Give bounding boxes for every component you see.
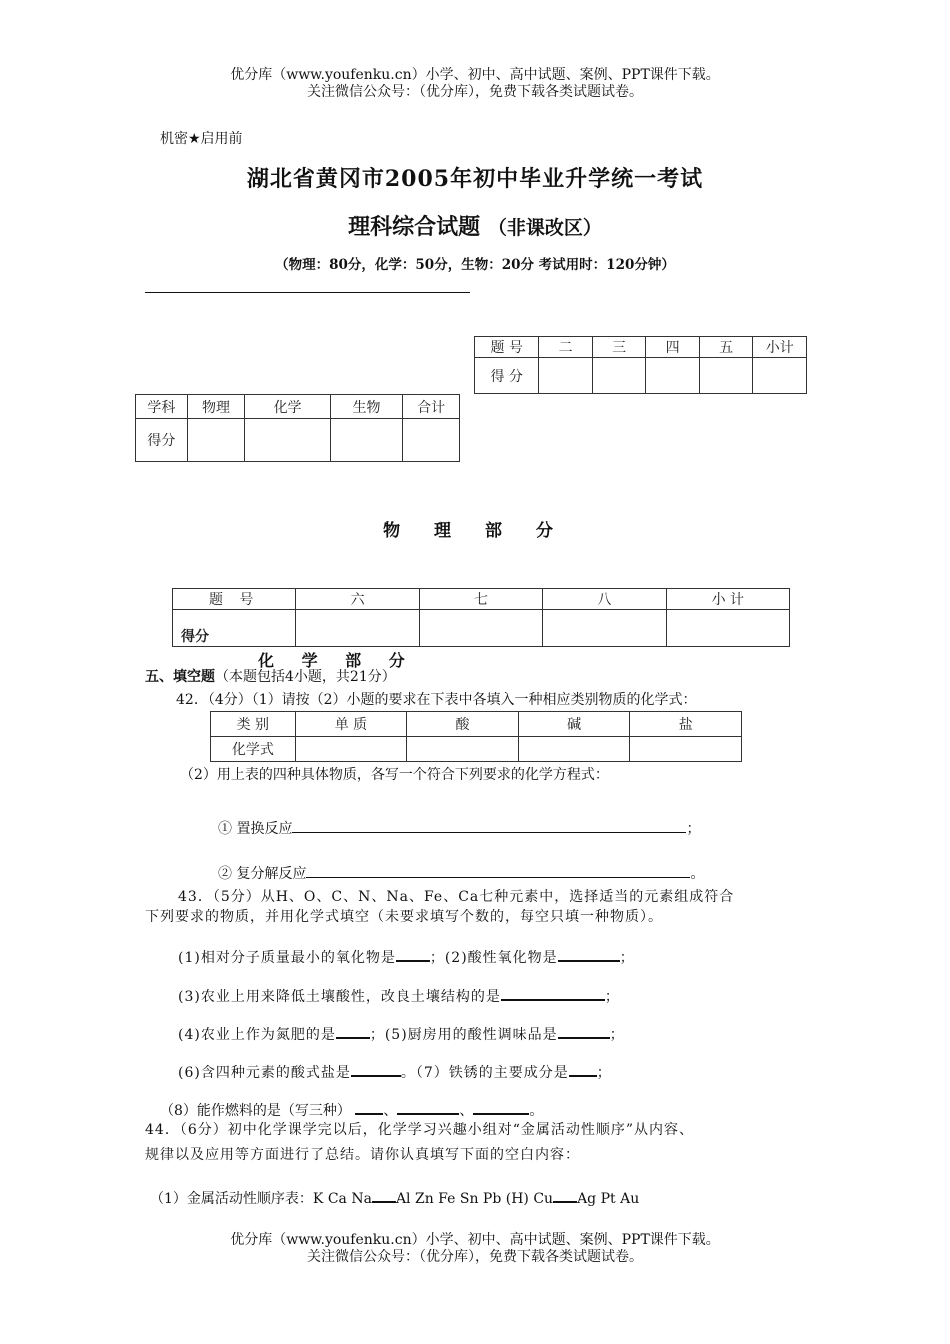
- q43-line2: 下列要求的物质，并用化学式填空（未要求填写个数的，每空只填一种物质）。: [145, 909, 663, 925]
- score-cell[interactable]: [539, 358, 593, 394]
- title-rule: [145, 292, 470, 293]
- physics-section-heading: 物 理 部 分: [383, 521, 567, 541]
- q42-item2-line: [218, 863, 704, 883]
- footer-line-1: 优分库（www.youfenku.cn）小学、初中、高中试题、案例、PPT课件下载。: [230, 1232, 720, 1248]
- table-row: [475, 358, 807, 394]
- q43-row3: [178, 1023, 625, 1044]
- q43-l3a: (4)农业上作为氮肥的是: [178, 1027, 336, 1043]
- q42-table: [210, 711, 742, 762]
- q43-sep: 、: [383, 1103, 398, 1119]
- answer-blank[interactable]: [306, 863, 690, 878]
- table-header-cell: 小计: [753, 337, 807, 358]
- physics-score-table: [172, 588, 790, 647]
- q42-item2-end: 。: [690, 866, 705, 882]
- q44-seq-a: K Ca Na: [312, 1191, 372, 1207]
- table-header-cell: 盐: [630, 712, 742, 737]
- answer-blank[interactable]: [553, 1187, 577, 1203]
- exam-subtitle: [0, 210, 950, 241]
- answer-blank[interactable]: [396, 946, 430, 962]
- q44-seq-b: Al Zn Fe Sn Pb (H) Cu: [395, 1191, 554, 1207]
- answer-blank[interactable]: [372, 1187, 396, 1203]
- table-header-cell: 题 号: [475, 337, 539, 358]
- q44-line2: 规律以及应用等方面进行了总结。请你认真填写下面的空白内容：: [145, 1147, 580, 1163]
- answer-cell[interactable]: [518, 737, 630, 762]
- footer-line-2: 关注微信公众号：（优分库），免费下载各类试题试卷。: [307, 1249, 643, 1265]
- answer-blank[interactable]: [473, 1099, 529, 1115]
- answer-blank[interactable]: [397, 1099, 459, 1115]
- table-header-cell: 二: [539, 337, 593, 358]
- score-cell[interactable]: [699, 358, 753, 394]
- q43-l4c: ；: [596, 1065, 612, 1081]
- score-cell[interactable]: [330, 419, 403, 462]
- answer-cell[interactable]: [295, 737, 407, 762]
- q43-row4: [178, 1061, 612, 1082]
- chemistry-section-heading: 化 学 部 分: [258, 651, 416, 670]
- exam-title: 湖北省黄冈市2005年初中毕业升学统一考试: [246, 166, 704, 192]
- score-cell[interactable]: [646, 358, 700, 394]
- table-header-cell: 小 计: [666, 589, 789, 610]
- answer-cell[interactable]: [630, 737, 742, 762]
- score-table-top-right: [474, 336, 807, 394]
- table-header-cell: 单 质: [295, 712, 407, 737]
- q44-seq-c: Ag Pt Au: [577, 1191, 640, 1207]
- q42-part2: （2）用上表的四种具体物质，各写一个符合下列要求的化学方程式：: [180, 767, 609, 783]
- score-cell[interactable]: [245, 419, 330, 462]
- secret-mark: 机密★启用前: [160, 131, 243, 147]
- answer-blank[interactable]: [336, 1023, 370, 1039]
- table-header-cell: 四: [646, 337, 700, 358]
- q42-item1-line: [218, 818, 700, 838]
- table-row: [475, 337, 807, 358]
- q44-line1: 44．（6分）初中化学课学完以后，化学学习兴趣小组对“金属活动性顺序”从内容、: [145, 1122, 695, 1138]
- q42-intro: 42．（4分）（1）请按（2）小题的要求在下表中各填入一种相应类别物质的化学式：: [176, 692, 697, 708]
- score-cell[interactable]: [753, 358, 807, 394]
- table-row: [173, 589, 790, 610]
- row-label-cell: 化学式: [211, 737, 296, 762]
- q44-sequence-line: [150, 1187, 639, 1208]
- table-header-cell: 学科: [136, 395, 188, 419]
- answer-blank[interactable]: [501, 985, 605, 1001]
- score-cell[interactable]: [187, 419, 245, 462]
- table-row: [211, 712, 742, 737]
- table-row: [136, 395, 460, 419]
- table-header-cell: 化学: [245, 395, 330, 419]
- table-header-cell: 合计: [403, 395, 460, 419]
- table-row: [173, 610, 790, 647]
- table-header-cell: 六: [296, 589, 419, 610]
- q43-l2a: (3)农业上用来降低土壤酸性，改良土壤结构的是: [178, 989, 501, 1005]
- q42-item2-label: ② 复分解反应: [218, 866, 307, 882]
- row-label-cell: 得 分: [475, 358, 539, 394]
- q42-item1-label: ① 置换反应: [218, 821, 293, 837]
- q43-l3b: ；(5)厨房用的酸性调味品是: [369, 1027, 558, 1043]
- table-header-cell: 八: [543, 589, 666, 610]
- q43-l2b: ；: [604, 989, 620, 1005]
- q43-l1b: ；(2)酸性氧化物是: [429, 950, 558, 966]
- score-cell[interactable]: [666, 610, 789, 647]
- q43-row5: [160, 1099, 543, 1120]
- header-line-2: 关注微信公众号：（优分库），免费下载各类试题试卷。: [307, 84, 643, 100]
- score-cell[interactable]: [296, 610, 419, 647]
- answer-blank[interactable]: [351, 1061, 401, 1077]
- header-line-1: 优分库（www.youfenku.cn）小学、初中、高中试题、案例、PPT课件下载。: [230, 67, 720, 83]
- table-row: [211, 737, 742, 762]
- table-header-cell: 题 号: [173, 589, 296, 610]
- score-info: （物理：80分，化学：50分，生物：20分 考试用时：120分钟）: [275, 257, 675, 273]
- score-cell[interactable]: [592, 358, 646, 394]
- part5-note: （本题包括4小题，共21分）: [215, 669, 396, 685]
- table-header-cell: 物理: [187, 395, 245, 419]
- answer-cell[interactable]: [407, 737, 519, 762]
- q43-sep: 、: [459, 1103, 474, 1119]
- answer-blank[interactable]: [292, 818, 686, 833]
- answer-blank[interactable]: [558, 1023, 610, 1039]
- q43-l1c: ；: [619, 950, 635, 966]
- table-header-cell: 碱: [518, 712, 630, 737]
- part5-heading: 五、填空题: [145, 669, 215, 685]
- q43-l5a: （8）能作燃料的是（写三种）: [160, 1103, 351, 1119]
- q44-seq-label: （1）金属活动性顺序表：: [150, 1191, 313, 1207]
- score-cell[interactable]: [543, 610, 666, 647]
- answer-blank[interactable]: [558, 946, 620, 962]
- row-label-cell: 得分: [173, 610, 296, 647]
- q43-l4a: (6)含四种元素的酸式盐是: [178, 1065, 351, 1081]
- table-header-cell: 酸: [407, 712, 519, 737]
- subject-score-table: [135, 394, 460, 462]
- q42-item1-end: ；: [686, 821, 701, 837]
- subtitle-note: （非课改区）: [487, 217, 602, 239]
- q43-l1a: (1)相对分子质量最小的氧化物是: [178, 950, 396, 966]
- score-cell[interactable]: [403, 419, 460, 462]
- q43-row1: [178, 946, 635, 967]
- q43-row2: [178, 985, 620, 1006]
- table-header-cell: 五: [699, 337, 753, 358]
- q43-l3c: ；: [609, 1027, 625, 1043]
- score-cell[interactable]: [419, 610, 542, 647]
- table-header-cell: 三: [592, 337, 646, 358]
- q43-l5end: 。: [529, 1103, 544, 1119]
- table-header-cell: 类 别: [211, 712, 296, 737]
- answer-blank[interactable]: [355, 1099, 383, 1115]
- q43-line1: 43．（5分）从H、O、C、N、Na、Fe、Ca七种元素中，选择适当的元素组成符合: [178, 889, 735, 905]
- answer-blank[interactable]: [569, 1061, 597, 1077]
- part5-heading-line: [145, 668, 396, 686]
- q43-l4b: 。（7）铁锈的主要成分是: [400, 1065, 569, 1081]
- table-header-cell: 七: [419, 589, 542, 610]
- subtitle-main: 理科综合试题: [348, 214, 481, 240]
- table-header-cell: 生物: [330, 395, 403, 419]
- table-row: [136, 419, 460, 462]
- row-label-cell: 得分: [136, 419, 188, 462]
